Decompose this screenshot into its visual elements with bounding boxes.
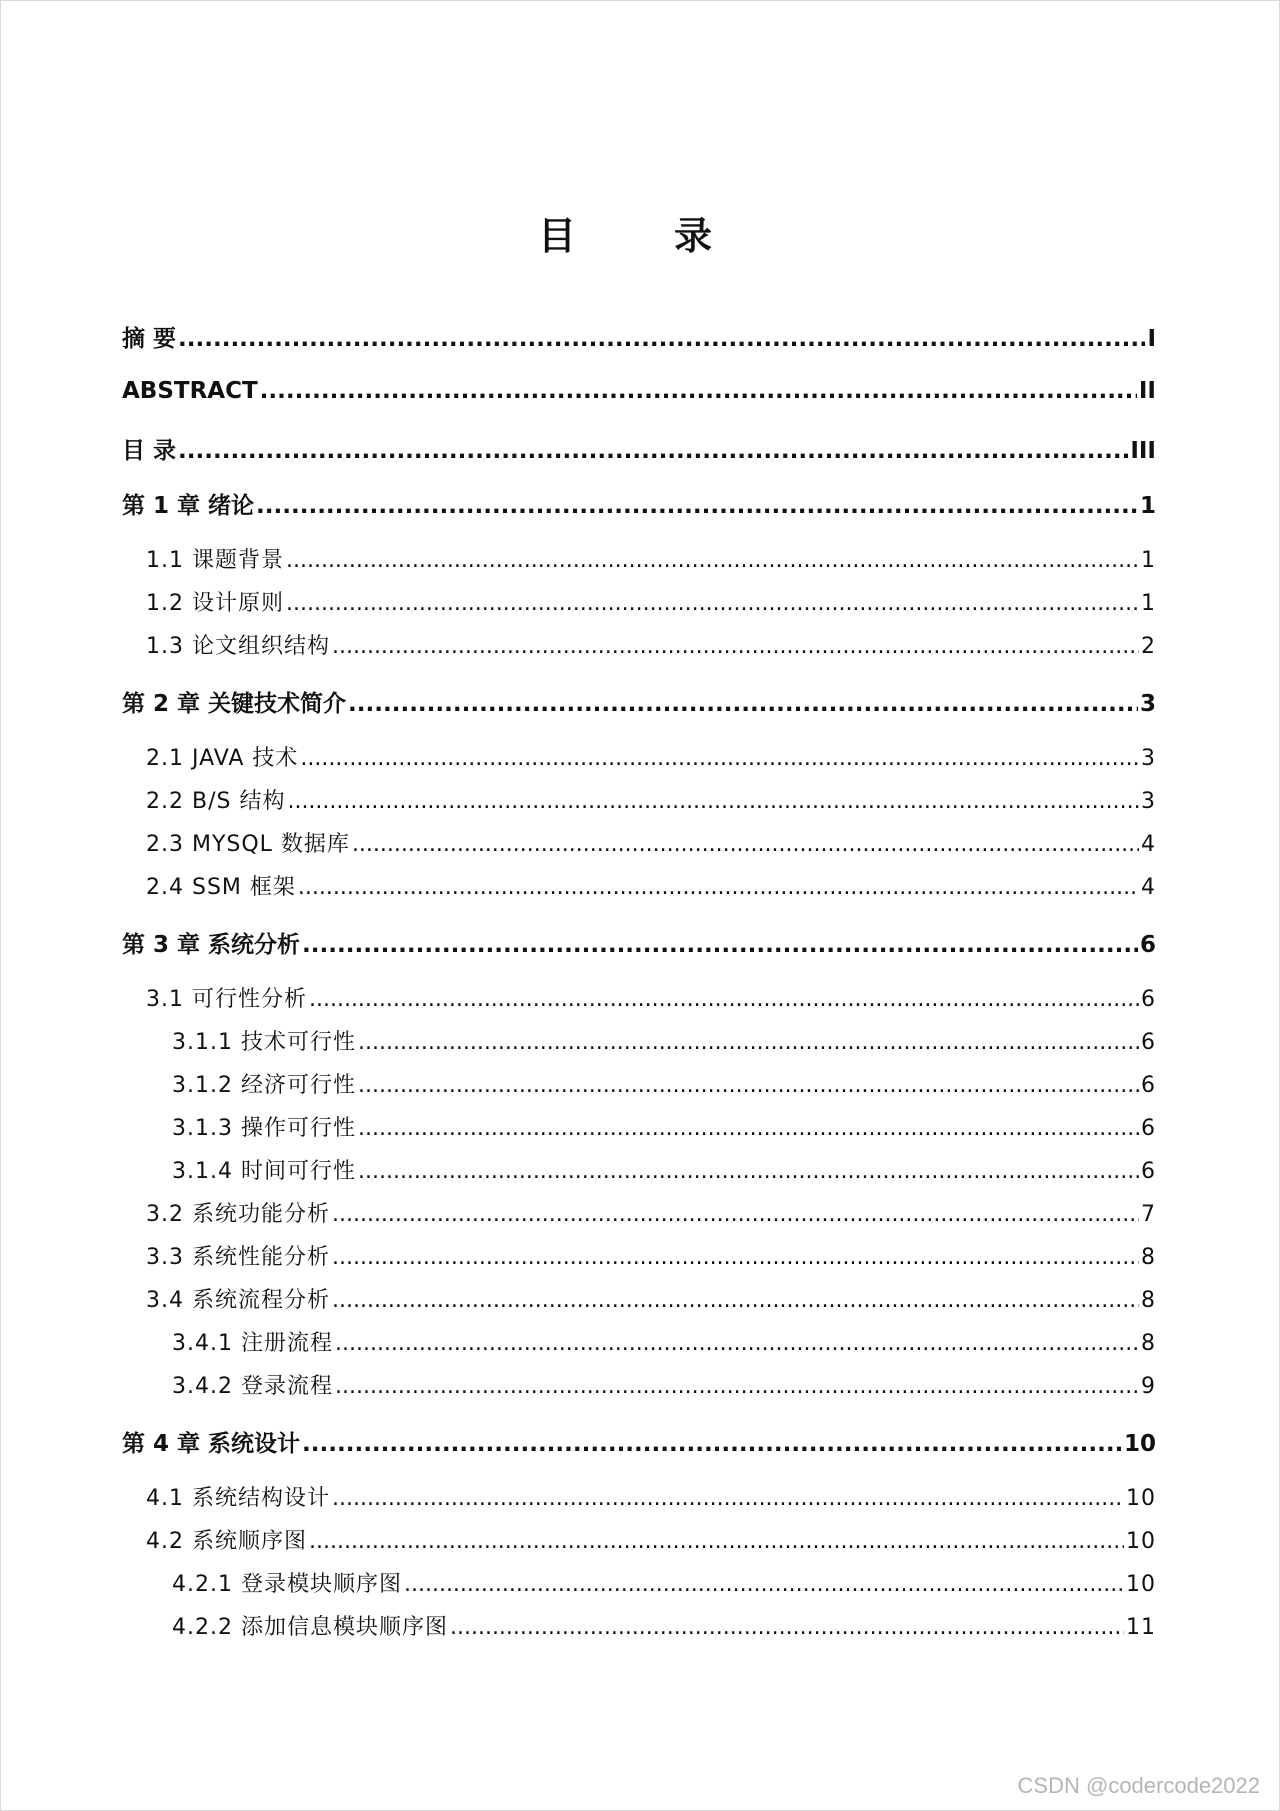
toc-page-number: 6 [1141, 1073, 1156, 1098]
toc-entry-chapter-3[interactable] [122, 926, 1156, 959]
toc-entry-text: 3.4 系统流程分析 [146, 1288, 330, 1313]
toc-entry-text: 第 2 章 关键技术简介 [122, 691, 347, 717]
toc-page-number: 10 [1123, 1431, 1156, 1457]
toc-page-number: 2 [1141, 634, 1156, 659]
toc-entry-1-2[interactable] [146, 586, 1156, 617]
toc-entry-chapter-2[interactable] [122, 685, 1156, 718]
toc-entry-3-3[interactable] [146, 1240, 1156, 1271]
toc-entry-text: 2.4 SSM 框架 [146, 875, 296, 900]
toc-leader [286, 548, 1139, 573]
toc-leader [348, 691, 1138, 717]
toc-leader [332, 1202, 1139, 1227]
toc-entry-4-2[interactable] [146, 1524, 1156, 1555]
toc-entry-text: 3.1.4 时间可行性 [172, 1159, 356, 1184]
watermark: CSDN @codercode2022 [1017, 1773, 1260, 1798]
toc-page-number: 10 [1126, 1529, 1156, 1554]
toc-entry-text: 摘 要 [122, 326, 177, 352]
toc-leader [332, 634, 1139, 659]
toc-page-number: 4 [1141, 875, 1156, 900]
toc-page-number: 8 [1141, 1245, 1156, 1270]
toc-leader [178, 438, 1128, 464]
toc-entry-4-2-1[interactable] [172, 1567, 1156, 1598]
toc-page-number: 3 [1141, 789, 1156, 814]
toc-leader [256, 493, 1138, 519]
toc-leader [352, 832, 1139, 857]
toc-entry-chapter-4[interactable] [122, 1425, 1156, 1458]
toc-page-number: 6 [1139, 932, 1156, 958]
toc-entry-2-3[interactable] [146, 827, 1156, 858]
toc-entry-text: 第 4 章 系统设计 [122, 1431, 301, 1457]
toc-entry-3-1-2[interactable] [172, 1068, 1156, 1099]
toc-page-number: 11 [1126, 1615, 1156, 1640]
toc-entry-text: 2.3 MYSQL 数据库 [146, 832, 350, 857]
toc-leader [298, 875, 1139, 900]
toc-leader [358, 1073, 1139, 1098]
toc-leader [335, 1331, 1139, 1356]
toc-leader [300, 746, 1139, 771]
toc-entry-text: 3.4.2 登录流程 [172, 1374, 333, 1399]
toc-leader [335, 1374, 1139, 1399]
toc-leader [178, 326, 1145, 352]
toc-leader [309, 987, 1139, 1012]
toc-leader [309, 1529, 1124, 1554]
toc-entry-abstract-cn[interactable] [122, 320, 1156, 353]
toc-entry-text: 第 3 章 系统分析 [122, 932, 301, 958]
toc-entry-1-3[interactable] [146, 629, 1156, 660]
toc-entry-text: 1.3 论文组织结构 [146, 634, 330, 659]
toc-leader [450, 1615, 1124, 1640]
toc-page-number: 9 [1141, 1374, 1156, 1399]
toc-leader [286, 591, 1139, 616]
toc-leader [302, 1431, 1122, 1457]
toc-leader [358, 1159, 1139, 1184]
toc-entry-2-2[interactable] [146, 784, 1156, 815]
toc-page-number: 10 [1126, 1486, 1156, 1511]
toc-leader [332, 1245, 1139, 1270]
toc-page-number: 1 [1141, 548, 1156, 573]
toc-entry-4-1[interactable] [146, 1481, 1156, 1512]
toc-page-number: 1 [1139, 493, 1156, 519]
toc-entry-1-1[interactable] [146, 543, 1156, 574]
toc-leader [358, 1030, 1139, 1055]
toc-entry-text: 3.4.1 注册流程 [172, 1331, 333, 1356]
toc-page-number: 4 [1141, 832, 1156, 857]
toc-page-number: III [1130, 438, 1156, 464]
toc-entry-text: 1.1 课题背景 [146, 548, 284, 573]
toc-entry-text: 4.2 系统顺序图 [146, 1529, 307, 1554]
toc-page-number: 8 [1141, 1331, 1156, 1356]
toc-leader [302, 932, 1138, 958]
toc-page-number: 6 [1141, 1116, 1156, 1141]
toc-entry-text: 3.1.3 操作可行性 [172, 1116, 356, 1141]
toc-leader [287, 789, 1139, 814]
toc-entry-text: 3.1 可行性分析 [146, 987, 307, 1012]
toc-entry-text: 3.3 系统性能分析 [146, 1245, 330, 1270]
toc-entry-text: ABSTRACT [122, 378, 258, 404]
toc-entry-text: 目 录 [122, 438, 177, 464]
toc-entry-contents[interactable] [122, 432, 1156, 465]
toc-entry-text: 第 1 章 绪论 [122, 493, 255, 519]
toc-page-number: 3 [1141, 746, 1156, 771]
toc-entry-text: 3.1.1 技术可行性 [172, 1030, 356, 1055]
toc-entry-text: 3.2 系统功能分析 [146, 1202, 330, 1227]
toc-entry-4-2-2[interactable] [172, 1610, 1156, 1641]
toc-page-number: 8 [1141, 1288, 1156, 1313]
toc-entry-3-1-3[interactable] [172, 1111, 1156, 1142]
toc-entry-text: 1.2 设计原则 [146, 591, 284, 616]
toc-entry-text: 2.1 JAVA 技术 [146, 746, 299, 771]
toc-leader [404, 1572, 1124, 1597]
toc-entry-text: 4.2.2 添加信息模块顺序图 [172, 1615, 448, 1640]
toc-leader [358, 1116, 1139, 1141]
toc-page-number: 3 [1139, 691, 1156, 717]
toc-entry-3-1-4[interactable] [172, 1154, 1156, 1185]
toc-page-number: 6 [1141, 1159, 1156, 1184]
toc-entry-3-4-2[interactable] [172, 1369, 1156, 1400]
toc-page-number: 7 [1141, 1202, 1156, 1227]
toc-leader [332, 1288, 1139, 1313]
toc-entry-2-1[interactable] [146, 741, 1156, 772]
toc-entry-chapter-1[interactable] [122, 487, 1156, 520]
toc-title: 目 录 [537, 214, 742, 258]
toc-page-number: 1 [1141, 591, 1156, 616]
toc-entry-3-2[interactable] [146, 1197, 1156, 1228]
toc-page-number: I [1147, 326, 1156, 352]
toc-page-number: II [1138, 378, 1156, 404]
toc-entry-3-4-1[interactable] [172, 1326, 1156, 1357]
toc-entry-text: 4.2.1 登录模块顺序图 [172, 1572, 402, 1597]
toc-entry-3-4[interactable] [146, 1283, 1156, 1314]
toc-entry-text: 4.1 系统结构设计 [146, 1486, 330, 1511]
toc-entry-text: 2.2 B/S 结构 [146, 789, 286, 814]
toc-page-number: 6 [1141, 1030, 1156, 1055]
toc-entry-text: 3.1.2 经济可行性 [172, 1073, 356, 1098]
toc-leader [260, 378, 1137, 404]
toc-entry-2-4[interactable] [146, 870, 1156, 901]
toc-entry-abstract-en[interactable] [122, 378, 1156, 404]
toc-leader [332, 1486, 1124, 1511]
toc-entry-3-1-1[interactable] [172, 1025, 1156, 1056]
toc-entry-3-1[interactable] [146, 982, 1156, 1013]
toc-page-number: 6 [1141, 987, 1156, 1012]
toc-page-number: 10 [1126, 1572, 1156, 1597]
